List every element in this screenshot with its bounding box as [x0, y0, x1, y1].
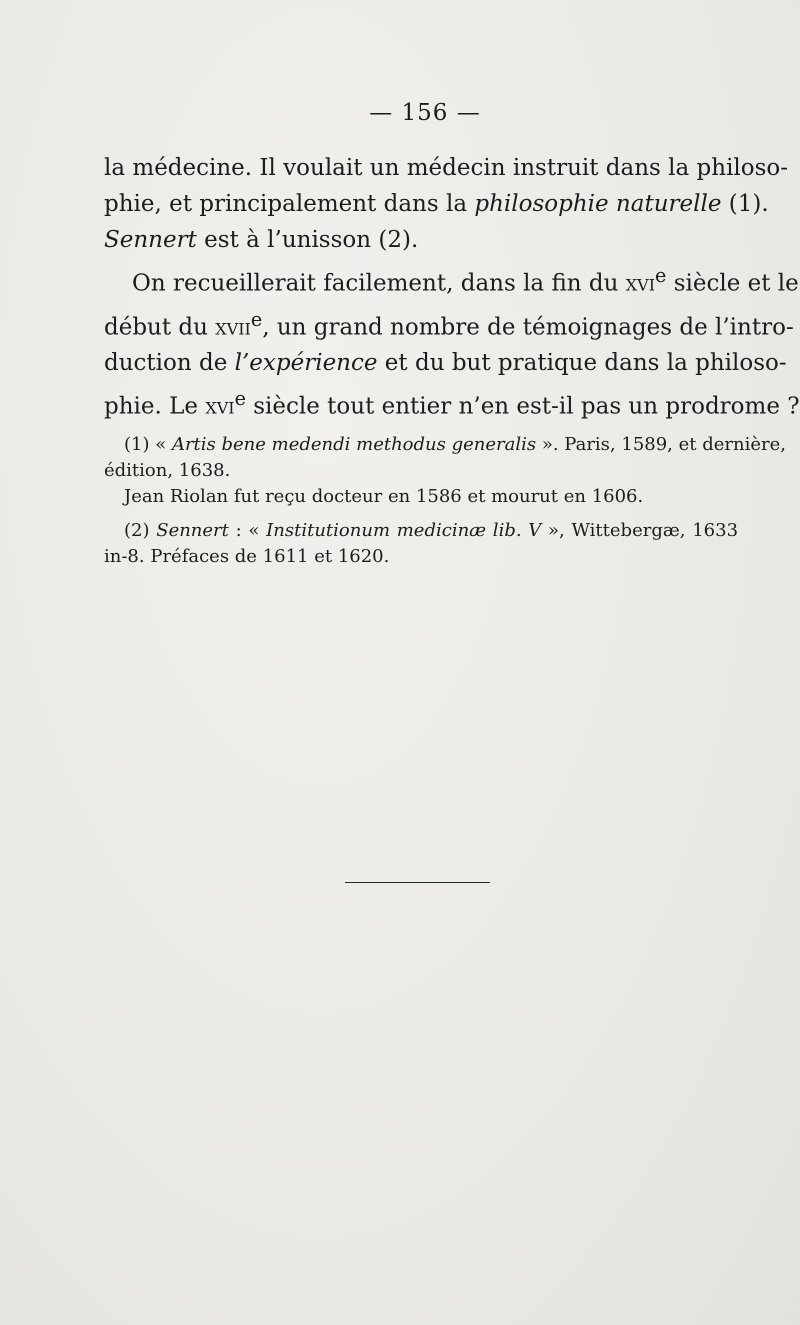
paragraph-2-line-4 — [104, 381, 800, 425]
paragraph-2-line-1 — [104, 258, 799, 302]
century-numeral: xvi — [625, 270, 656, 297]
text-span: (1). — [721, 191, 769, 217]
italic-term: philosophie naturelle — [474, 191, 722, 217]
italic-term: l’expérience — [234, 350, 378, 377]
end-rule — [345, 882, 490, 883]
footnote-2 — [104, 518, 738, 570]
footnotes — [104, 432, 786, 578]
text-span: duction de — [104, 350, 235, 377]
text-span: : « — [228, 520, 267, 541]
footnote-2-line-1 — [104, 518, 738, 544]
italic-name: Sennert — [156, 520, 229, 541]
paragraph-2-line-2 — [104, 302, 794, 346]
footnote-1-line-2: édition, 1638. — [104, 460, 231, 481]
paragraph-1-line-2 — [104, 186, 769, 222]
italic-title: Artis bene medendi methodus generalis — [171, 434, 537, 455]
main-text — [104, 150, 800, 425]
text-span: et du but pratique dans la philoso- — [377, 350, 787, 377]
century-numeral: xvi — [205, 393, 235, 420]
footnote-1-line-1 — [104, 432, 786, 458]
text-span: siècle et le — [666, 270, 799, 297]
superscript: e — [250, 307, 263, 331]
text-span: phie, et principalement dans la — [104, 191, 475, 217]
paragraph-1-line-1: la médecine. Il voulait un médecin instruit dans la philoso- — [104, 155, 789, 181]
italic-title: Institutionum medicinæ lib. V — [266, 520, 542, 541]
text-span: phie. Le — [104, 393, 206, 420]
text-span: », Wittebergæ, 1633 — [541, 520, 739, 541]
footnote-1-line-3: Jean Riolan fut reçu docteur en 1586 et mourut en 1606. — [124, 486, 644, 507]
footnote-2-line-2: in-8. Préfaces de 1611 et 1620. — [104, 546, 390, 567]
century-numeral: xvii — [215, 314, 251, 341]
superscript: e — [234, 387, 246, 411]
superscript: e — [655, 264, 667, 287]
text-span: est à l’unisson (2). — [196, 227, 419, 253]
italic-name: Sennert — [104, 227, 197, 253]
paragraph-1-line-3 — [104, 222, 736, 258]
page-number: — 156 — — [369, 100, 481, 126]
text-span: (2) — [124, 520, 157, 541]
text-span: début du — [104, 314, 216, 341]
text-span: (1) « — [124, 434, 172, 455]
text-span: , un grand nombre de témoignages de l’intro- — [262, 314, 794, 341]
footnote-1 — [104, 432, 786, 510]
text-span: siècle tout entier n’en est-il pas un prodrome ? — [245, 393, 800, 420]
text-span: On recueillerait facilement, dans la fin du — [132, 270, 626, 297]
text-span: ». Paris, 1589, et dernière, — [536, 434, 786, 455]
paragraph-2-line-3 — [104, 345, 787, 381]
